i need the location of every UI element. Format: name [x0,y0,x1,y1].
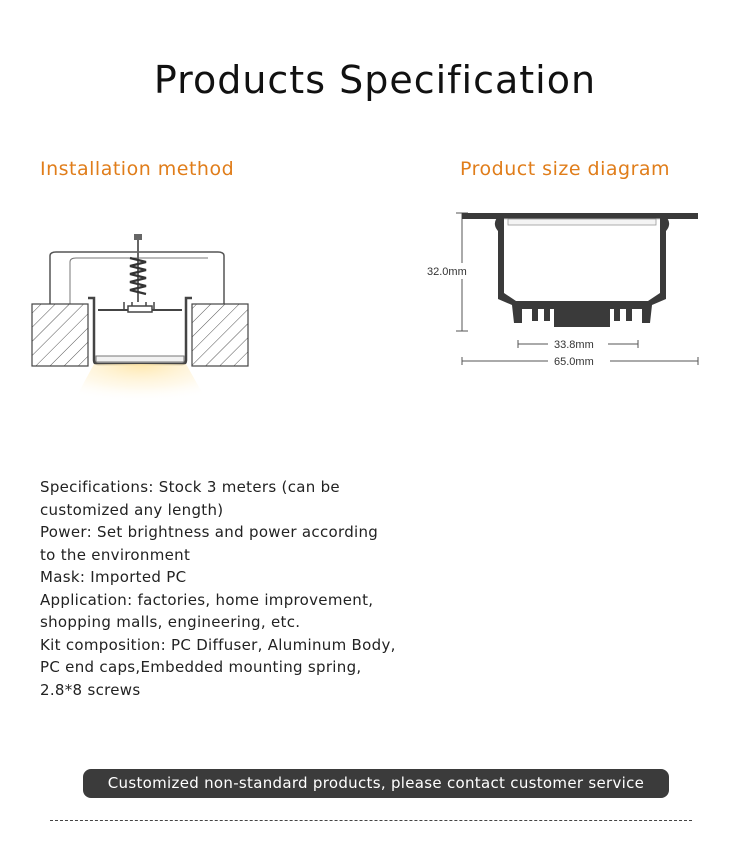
spec-line: Specifications: Stock 3 meters (can be [40,478,340,496]
page-title: Products Specification [153,58,597,102]
size-diagram [420,205,710,375]
spec-line: Application: factories, home improvement, [40,590,374,609]
contact-customer-service-banner: Customized non-standard products, please contact customer service [83,769,669,798]
installation-method-heading: Installation method [40,158,235,180]
mounting-spring [130,258,146,294]
spec-line: shopping malls, engineering, etc. [40,613,301,631]
height-dimension-label: 32.0mm [427,266,467,278]
outer-width-dimension-label: 65.0mm [554,356,594,368]
light-glow [68,364,213,412]
spec-line: Kit composition: PC Diffuser, Aluminum Body, [40,635,396,654]
specifications-text [40,476,440,701]
inner-width-dimension-label: 33.8mm [554,339,594,351]
ceiling-block-left [32,304,88,366]
spec-line: Mask: Imported PC [40,568,187,586]
spec-line: customized any length) [40,500,224,519]
spec-line: to the environment [40,545,191,564]
dashed-divider [50,820,692,821]
product-size-diagram-heading: Product size diagram [460,158,671,180]
pc-diffuser [96,356,184,362]
spec-line: 2.8*8 screws [40,680,141,699]
ceiling-block-right [192,304,248,366]
installation-illustration [28,232,258,412]
spec-line: Power: Set brightness and power according [40,523,379,541]
spec-line: PC end caps,Embedded mounting spring, [40,658,362,676]
